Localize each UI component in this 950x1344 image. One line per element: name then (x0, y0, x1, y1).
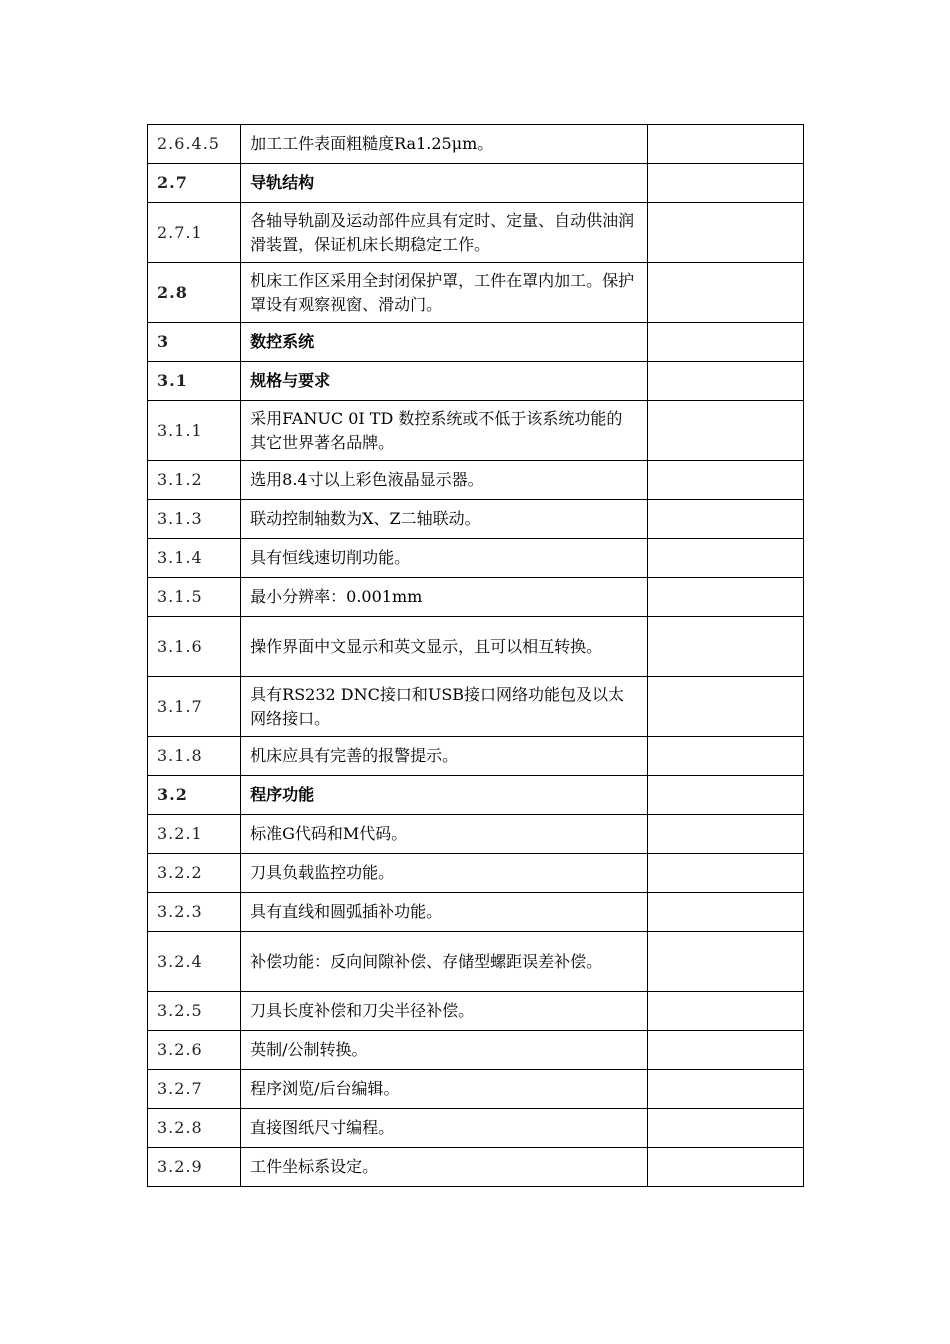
item-number: 3.2 (148, 776, 241, 815)
table-row (148, 617, 804, 677)
item-number: 2.8 (148, 263, 241, 323)
table-row (148, 854, 804, 893)
item-number: 3.1.7 (148, 677, 241, 737)
item-response-cell (647, 362, 803, 401)
item-description: 最小分辨率：0.001mm (241, 578, 648, 617)
item-response-cell (647, 677, 803, 737)
item-response-cell (647, 815, 803, 854)
item-number: 3.2.1 (148, 815, 241, 854)
item-number: 3.1.2 (148, 461, 241, 500)
item-number: 3.2.9 (148, 1148, 241, 1187)
item-description: 机床工作区采用全封闭保护罩，工件在罩内加工。保护罩设有观察视窗、滑动门。 (241, 263, 648, 323)
item-number: 2.6.4.5 (148, 125, 241, 164)
item-response-cell (647, 1031, 803, 1070)
item-description: 具有RS232 DNC接口和USB接口网络功能包及以太网络接口。 (241, 677, 648, 737)
item-number: 3.1.8 (148, 737, 241, 776)
item-number: 3.2.8 (148, 1109, 241, 1148)
item-description: 程序浏览/后台编辑。 (241, 1070, 648, 1109)
item-number: 3.2.3 (148, 893, 241, 932)
item-number: 3.1.4 (148, 539, 241, 578)
item-description: 直接图纸尺寸编程。 (241, 1109, 648, 1148)
item-description: 加工工件表面粗糙度Ra1.25μm。 (241, 125, 648, 164)
item-response-cell (647, 125, 803, 164)
item-response-cell (647, 539, 803, 578)
item-description: 标准G代码和M代码。 (241, 815, 648, 854)
table-row (148, 815, 804, 854)
item-response-cell (647, 203, 803, 263)
item-response-cell (647, 854, 803, 893)
item-description: 具有恒线速切削功能。 (241, 539, 648, 578)
item-description: 刀具负载监控功能。 (241, 854, 648, 893)
item-number: 3.2.2 (148, 854, 241, 893)
item-description: 工件坐标系设定。 (241, 1148, 648, 1187)
table-row (148, 1070, 804, 1109)
item-number: 3.1.3 (148, 500, 241, 539)
table-row (148, 263, 804, 323)
item-description: 具有直线和圆弧插补功能。 (241, 893, 648, 932)
table-row (148, 1109, 804, 1148)
table-row (148, 1148, 804, 1187)
item-response-cell (647, 737, 803, 776)
item-number: 3.1.6 (148, 617, 241, 677)
table-row (148, 932, 804, 992)
item-description: 选用8.4寸以上彩色液晶显示器。 (241, 461, 648, 500)
spec-table-body (148, 125, 804, 1187)
table-row (148, 677, 804, 737)
item-description: 操作界面中文显示和英文显示，且可以相互转换。 (241, 617, 648, 677)
item-response-cell (647, 401, 803, 461)
item-response-cell (647, 893, 803, 932)
item-number: 3.2.6 (148, 1031, 241, 1070)
table-row (148, 992, 804, 1031)
item-response-cell (647, 164, 803, 203)
item-response-cell (647, 1148, 803, 1187)
table-row (148, 362, 804, 401)
table-row (148, 893, 804, 932)
item-number: 3.1.1 (148, 401, 241, 461)
table-row (148, 776, 804, 815)
item-description: 数控系统 (241, 323, 648, 362)
item-number: 3.2.5 (148, 992, 241, 1031)
item-response-cell (647, 500, 803, 539)
table-row (148, 461, 804, 500)
spec-table (147, 124, 804, 1187)
table-row (148, 500, 804, 539)
table-row (148, 164, 804, 203)
item-response-cell (647, 323, 803, 362)
item-description: 机床应具有完善的报警提示。 (241, 737, 648, 776)
item-response-cell (647, 1109, 803, 1148)
item-response-cell (647, 578, 803, 617)
item-description: 补偿功能：反向间隙补偿、存储型螺距误差补偿。 (241, 932, 648, 992)
item-description: 规格与要求 (241, 362, 648, 401)
item-response-cell (647, 932, 803, 992)
table-row (148, 539, 804, 578)
item-response-cell (647, 1070, 803, 1109)
item-response-cell (647, 617, 803, 677)
table-row (148, 578, 804, 617)
item-number: 3.2.7 (148, 1070, 241, 1109)
item-description: 程序功能 (241, 776, 648, 815)
item-number: 2.7 (148, 164, 241, 203)
table-row (148, 1031, 804, 1070)
item-description: 采用FANUC 0I TD 数控系统或不低于该系统功能的其它世界著名品牌。 (241, 401, 648, 461)
item-description: 刀具长度补偿和刀尖半径补偿。 (241, 992, 648, 1031)
item-response-cell (647, 992, 803, 1031)
table-row (148, 203, 804, 263)
item-number: 3.1 (148, 362, 241, 401)
item-description: 导轨结构 (241, 164, 648, 203)
item-number: 3 (148, 323, 241, 362)
item-description: 各轴导轨副及运动部件应具有定时、定量、自动供油润滑装置，保证机床长期稳定工作。 (241, 203, 648, 263)
table-row (148, 323, 804, 362)
item-description: 英制/公制转换。 (241, 1031, 648, 1070)
item-response-cell (647, 461, 803, 500)
item-number: 2.7.1 (148, 203, 241, 263)
item-response-cell (647, 263, 803, 323)
item-response-cell (647, 776, 803, 815)
table-row (148, 125, 804, 164)
table-row (148, 401, 804, 461)
item-number: 3.2.4 (148, 932, 241, 992)
table-row (148, 737, 804, 776)
item-description: 联动控制轴数为X、Z二轴联动。 (241, 500, 648, 539)
item-number: 3.1.5 (148, 578, 241, 617)
